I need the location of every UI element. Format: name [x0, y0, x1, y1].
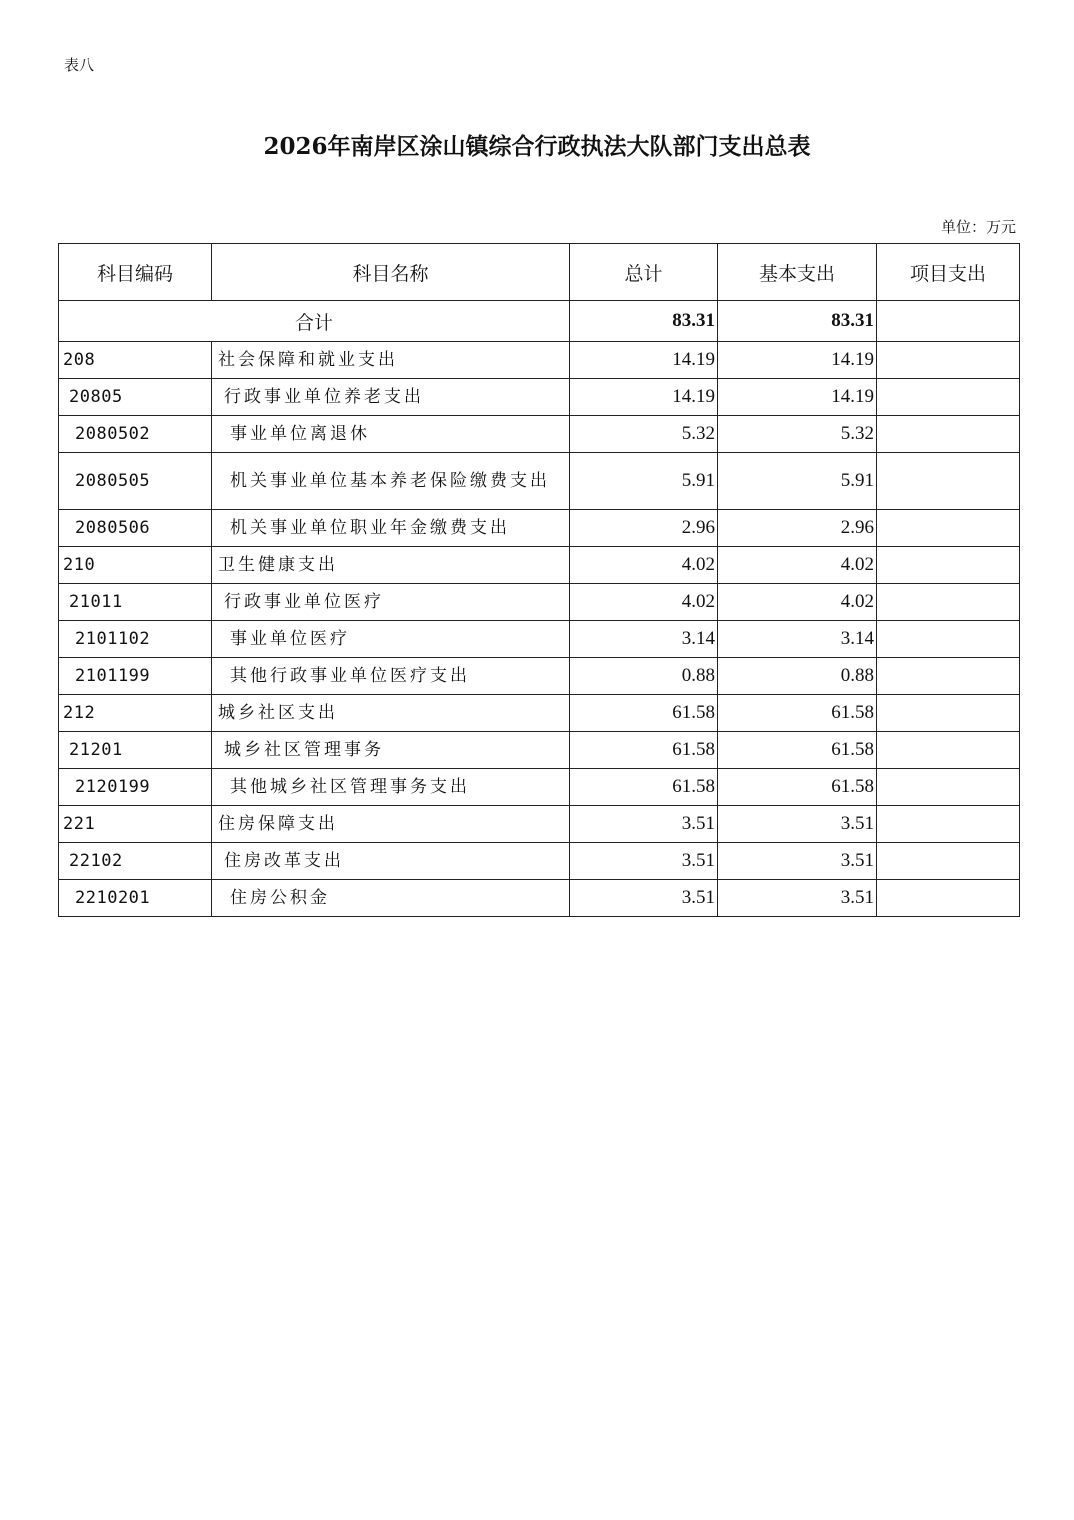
row-total: 61.58: [570, 732, 718, 769]
row-code: 221: [59, 806, 212, 843]
row-name: 其他行政事业单位医疗支出: [212, 658, 570, 695]
row-name: 城乡社区支出: [212, 695, 570, 732]
row-name: 机关事业单位职业年金缴费支出: [212, 510, 570, 547]
row-project: [877, 806, 1020, 843]
table-row: [59, 342, 1020, 379]
row-code: 22102: [59, 843, 212, 880]
row-total: 61.58: [570, 769, 718, 806]
row-basic: 61.58: [718, 695, 877, 732]
row-name: 住房公积金: [212, 880, 570, 917]
row-name: 城乡社区管理事务: [212, 732, 570, 769]
row-basic: 3.51: [718, 843, 877, 880]
page-title: 2026年南岸区涂山镇综合行政执法大队部门支出总表: [263, 133, 811, 160]
header-code: 科目编码: [59, 244, 212, 301]
row-name: 行政事业单位医疗: [212, 584, 570, 621]
table-row: [59, 843, 1020, 880]
row-project: [877, 416, 1020, 453]
row-name: 其他城乡社区管理事务支出: [212, 769, 570, 806]
header-total: 总计: [570, 244, 718, 301]
row-project: [877, 510, 1020, 547]
row-total: 3.51: [570, 806, 718, 843]
row-name: 住房保障支出: [212, 806, 570, 843]
row-name: 行政事业单位养老支出: [212, 379, 570, 416]
row-basic: 3.14: [718, 621, 877, 658]
row-total: 14.19: [570, 379, 718, 416]
summary-basic: 83.31: [718, 301, 877, 342]
row-total: 3.51: [570, 880, 718, 917]
summary-total: 83.31: [570, 301, 718, 342]
row-basic: 4.02: [718, 547, 877, 584]
unit-note: 单位：万元: [940, 218, 1016, 236]
row-name: 事业单位医疗: [212, 621, 570, 658]
row-total: 2.96: [570, 510, 718, 547]
row-code: 2080506: [59, 510, 212, 547]
row-total: 4.02: [570, 547, 718, 584]
row-basic: 14.19: [718, 342, 877, 379]
row-code: 210: [59, 547, 212, 584]
row-code: 2080505: [59, 453, 212, 510]
row-basic: 3.51: [718, 806, 877, 843]
table-row: [59, 584, 1020, 621]
row-basic: 5.32: [718, 416, 877, 453]
row-total: 5.32: [570, 416, 718, 453]
row-project: [877, 732, 1020, 769]
row-project: [877, 658, 1020, 695]
row-project: [877, 769, 1020, 806]
expenditure-table: [58, 243, 1020, 917]
row-project: [877, 695, 1020, 732]
row-total: 61.58: [570, 695, 718, 732]
row-basic: 2.96: [718, 510, 877, 547]
table-row: [59, 880, 1020, 917]
row-code: 2080502: [59, 416, 212, 453]
header-project: 项目支出: [877, 244, 1020, 301]
row-code: 21011: [59, 584, 212, 621]
row-code: 2120199: [59, 769, 212, 806]
table-row: [59, 732, 1020, 769]
row-basic: 61.58: [718, 769, 877, 806]
row-basic: 0.88: [718, 658, 877, 695]
row-project: [877, 342, 1020, 379]
row-project: [877, 621, 1020, 658]
row-name: 社会保障和就业支出: [212, 342, 570, 379]
row-total: 3.14: [570, 621, 718, 658]
row-code: 2210201: [59, 880, 212, 917]
summary-project: [877, 301, 1020, 342]
row-code: 2101102: [59, 621, 212, 658]
row-total: 4.02: [570, 584, 718, 621]
header-name: 科目名称: [212, 244, 570, 301]
row-name: 卫生健康支出: [212, 547, 570, 584]
table-label: 表八: [64, 56, 95, 74]
table-row: [59, 510, 1020, 547]
header-basic: 基本支出: [718, 244, 877, 301]
table-row: [59, 806, 1020, 843]
row-basic: 3.51: [718, 880, 877, 917]
row-code: 21201: [59, 732, 212, 769]
row-total: 0.88: [570, 658, 718, 695]
row-code: 20805: [59, 379, 212, 416]
row-code: 2101199: [59, 658, 212, 695]
row-total: 3.51: [570, 843, 718, 880]
table-row: [59, 695, 1020, 732]
row-code: 212: [59, 695, 212, 732]
row-code: 208: [59, 342, 212, 379]
row-basic: 4.02: [718, 584, 877, 621]
summary-label: 合计: [59, 301, 570, 342]
row-basic: 14.19: [718, 379, 877, 416]
row-project: [877, 547, 1020, 584]
table-row: [59, 416, 1020, 453]
row-project: [877, 379, 1020, 416]
row-name: 事业单位离退休: [212, 416, 570, 453]
row-project: [877, 880, 1020, 917]
row-project: [877, 453, 1020, 510]
table-row: [59, 453, 1020, 510]
summary-row: [59, 301, 1020, 342]
table-row: [59, 658, 1020, 695]
table-row: [59, 621, 1020, 658]
row-project: [877, 584, 1020, 621]
table-row: [59, 769, 1020, 806]
header-row: [59, 244, 1020, 301]
row-name: 机关事业单位基本养老保险缴费支出: [212, 453, 570, 510]
row-project: [877, 843, 1020, 880]
table-row: [59, 379, 1020, 416]
row-total: 5.91: [570, 453, 718, 510]
row-basic: 61.58: [718, 732, 877, 769]
row-total: 14.19: [570, 342, 718, 379]
table-row: [59, 547, 1020, 584]
row-name: 住房改革支出: [212, 843, 570, 880]
row-basic: 5.91: [718, 453, 877, 510]
